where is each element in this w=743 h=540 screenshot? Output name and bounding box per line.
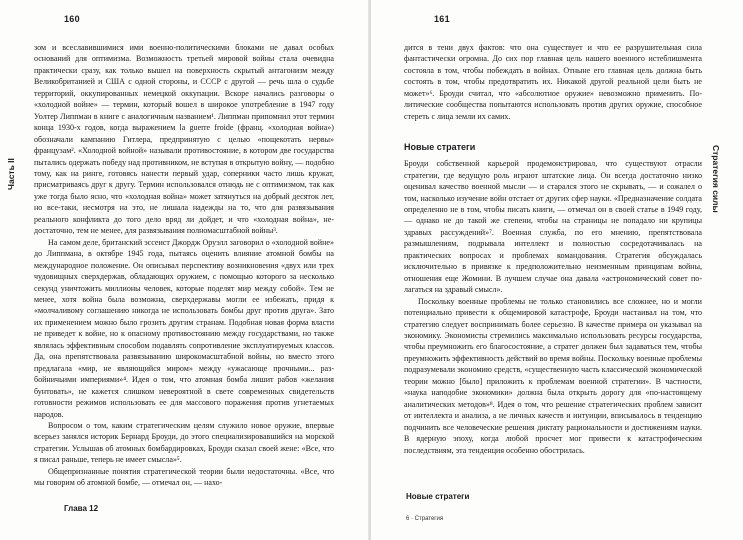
body-paragraph: На самом деле, британский эссеист Джордж Оруэлл заговорил о «холодной войне» до Липпмана, в октябре 1945 года, пытаясь оценить влияние атомной бомбы на международное положение. Он описывал перспективу возникновения «двух или трех чудовищных сверхдержав, обладающих оружием, с помощью которого за несколько секунд уничтожить миллионы человек, которые поделят мир между собой». Тем не менее, хотя война была возможна, сверхдержавы могли ее избежать, придя к «молчаливому соглашению никогда не использовать бомбы друг против друга». Зато их применением можно было грозить другим странам. Подобная новая форма власти не приведет к войне, но к опасному противостоянию между государствами, но также являлась эффективным способом подавлять сопротивление эксплуатируемых классов. Да, она препятствовала развязыванию широкомасштабной войны, но вместо этого предлагала «мир, не являющийся миром» между «ужасающе прочными... разбойничьими империями»⁴. Идея о том, что атомная бомба лишит рабов «желания бунтовать», не кажется слишком невероятной в свете современных свидетельств готовности режимов использовать ее для массового поражения против угнетаемых народов. bbox=[34, 237, 334, 419]
body-paragraph: Общепризнанные понятия стратегической теории были недостаточны. «Все, что мы говорим об атомной бомбе, — отмечал он, — нахо- bbox=[34, 466, 334, 488]
page-number-left: 160 bbox=[64, 14, 80, 24]
section-heading: Новые стратеги bbox=[404, 142, 476, 153]
body-paragraph: зом и всеславившимися ими военно-политическими блоками не давал особых оснований для оптимизма. Возможность третьей мировой войны стала очевидна практически сразу, как только вышел на поверхность скрытый антагонизм между Великобританией и США с одной стороны, и СССР с другой — речь шла о судьбе территорий, оккупированных немецкой оккупации. Вскоре начались разговоры о «холодной войне» — термин, который вошел в широкое употребление в 1947 году Уолтер Липпман в книге с аналогичным названием¹. Липпман припомнил этот термин конца 1930-х годов, когда выражением la guerre froide (франц. «холодная война») обозначали кампанию Гитлера, предпринятую с целью «пощекотать нервы» французам². «Холодной войной» называли противостояние, в котором две государства пытались одержать победу над противником, не вступая в открытую войну, — подобно тому, как на ринге, готовясь нанести первый удар, соперники часто лишь кружат, присматриваясь друг к другу. Термин использовался отнюдь не с оптимизмом, так как уже тогда было ясно, что «холодная война» может затянуться на добрый десяток лет, но все-таки, несмотря на это, не лишала надежды на то, что для развязывания реального конфликта до того дело вряд ли дойдет, и что «холодная война», недостаточно, тем не менее, для развязывания полномасштабной войны³. bbox=[34, 43, 334, 236]
running-footer-right: Новые стратеги bbox=[406, 492, 470, 501]
section-side-label: Стратегия силы bbox=[711, 145, 721, 213]
bottom-stamp: 6 · Стратегия bbox=[406, 516, 444, 522]
right-page bbox=[371, 0, 743, 540]
body-paragraph: Броуди собственной карьерой продемонстрировал, что существуют отрасли стратегии, где ведущую роль играют штатские лица. Он всегда достаточно низко оценивал качество военной мысли — и старался этого не скрывать, — и сожалел о том, насколько изучение войн отстает от других сфер науки. «Предназначение солдата определенно не в том, чтобы писать книги, — отмечал он в своей статье в 1949 году, — однако не до такой же степени, чтобы на страницы не попадало ни крупицы здравых рассуждений»⁷. Военная служба, по его мнению, препятствовала размышлениям, подрывала интеллект и полностью сосредотачивалась на практических вопросах и проблемах командования. Стратегия обсуждалась исключительно в привязке к предположительно неизменным принципам войны, отношения еще Жомини. В лучшем случае она давала «астрономический совет полагаться на здравый смысл». bbox=[404, 159, 702, 295]
body-paragraph: Поскольку военные проблемы не только становились все сложнее, но и могли потенциально привести к общемировой катастрофе, Броуди настаивал на том, что стратегию следует воспринимать более серьезно. В качестве примера он указывал на экономику. Экономисты стремились максимально использовать ресурсы государства, чтобы преумножить его благосостояние, а стратег должен был задаваться тем, чтобы преумножить эффективность действий во время войны. Поскольку военные проблемы подразумевали экономию средств, «существенную часть классической экономической теории можно [было] приложить к проблемам военной стратегии». В частности, «наука наподобие экономики» должна была открыть дорогу для «по-настоящему аналитических методов»⁸. Идея о том, что решение стратегических проблем зависит от интеллекта и анализа, а не личных качеств и интуиции, вписывалось в тенденцию подчинить все человеческие решения диктату рациональности и достижениям науки. В ядерную эпоху, когда любой просчет мог привести к катастрофическим последствиям, эта тенденция особенно обострилась. bbox=[404, 296, 702, 455]
left-page bbox=[0, 0, 369, 540]
body-paragraph: дится в тени двух фактов: что она существует и что ее разрушительная сила фантастически огромна. До сих пор главная цель нашего военного истеблишмента состояла в том, чтобы побеждать в войнах. Отныне его главная цель должна быть состоять в том, чтобы предотвратить их. Никакой другой реальной цели быть не может»⁶. Броуди считал, что «абсолютное оружие» невозможно применить. Политические сообщества попытаются использовать против других оружие, способное стереть с лица земли их самих. bbox=[404, 43, 702, 121]
part-side-label: Часть II bbox=[6, 158, 16, 190]
body-paragraph: Вопросом о том, каким стратегическим целям служило новое оружие, впервые всерьез занялся историк Бернард Броуди, до этого специализировавшийся на морской стратегии. Услышав об атомных бомбардировках, Броуди сказал своей жене: «Все, что я писал раньше, теперь не имеет смысла»⁵. bbox=[34, 420, 334, 465]
left-body-text bbox=[34, 42, 334, 489]
right-body-text bbox=[404, 42, 702, 456]
running-footer-left: Глава 12 bbox=[64, 504, 99, 513]
page-number-right: 161 bbox=[434, 14, 450, 24]
